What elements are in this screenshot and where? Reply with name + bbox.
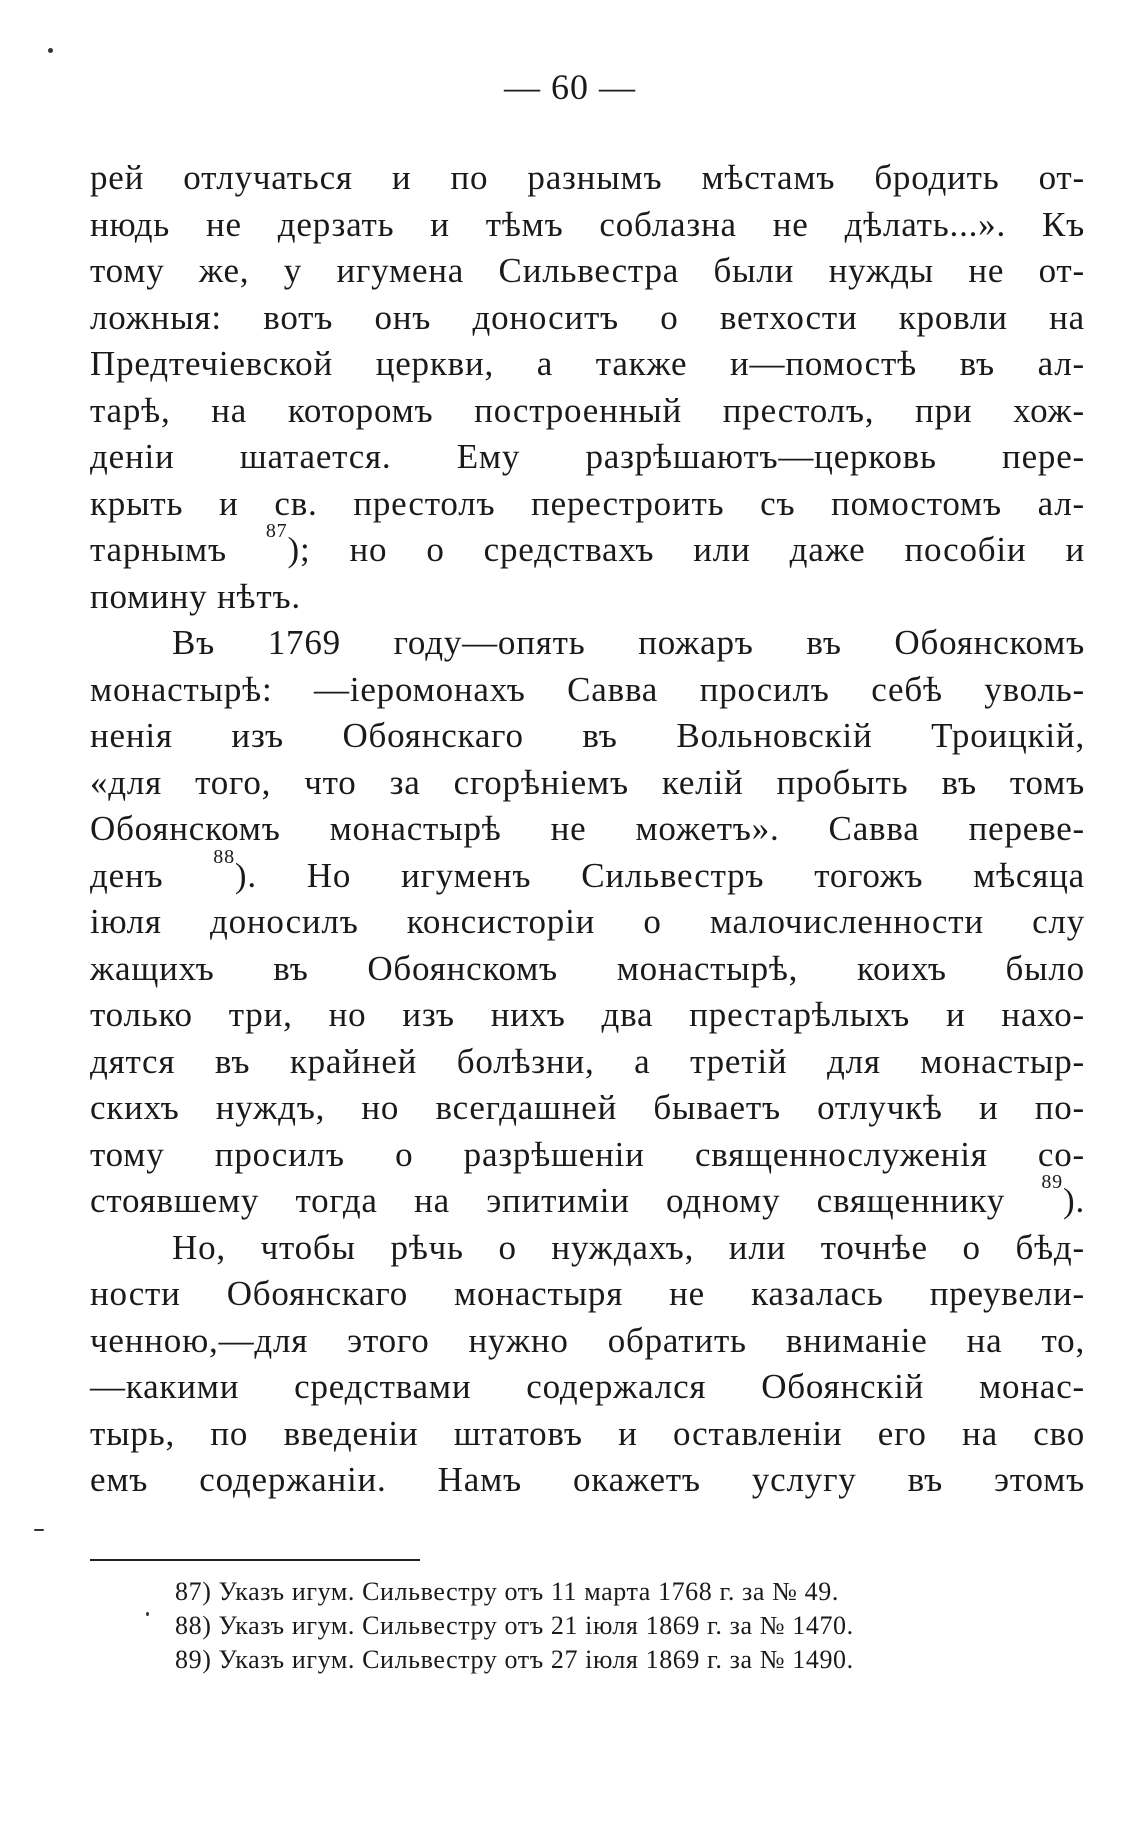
text-line: ности Обоянскаго монастыря не казалась преувели- (90, 1274, 1085, 1313)
footnotes (175, 1575, 1035, 1677)
text-line (90, 1171, 1085, 1225)
page-number: — 60 — (504, 67, 636, 107)
text-line: Въ 1769 году—опять пожаръ въ Обоянскомъ (172, 623, 1085, 662)
text-line: только три, но изъ нихъ два престарѣлыхъ и нахо- (90, 995, 1085, 1034)
text-segment: ). (1062, 1181, 1085, 1220)
text-line: дятся въ крайней болѣзни, а третій для монастыр- (90, 1041, 1085, 1081)
text-line: скихъ нуждъ, но всегдашней бываетъ отлучкѣ и по- (90, 1088, 1085, 1127)
scan-speck (34, 1529, 44, 1531)
footnote-ref-89[interactable]: 89 (1041, 1171, 1063, 1193)
body-text (90, 155, 1085, 1504)
footnote-ref-87[interactable]: 87 (265, 520, 288, 542)
text-line: деніи шатается. Ему разрѣшаютъ—церковь пере- (90, 437, 1085, 476)
text-line: тому просилъ о разрѣшеніи священнослуженія со- (90, 1134, 1085, 1174)
text-line: жащихъ въ Обоянскомъ монастырѣ, коихъ было (90, 948, 1085, 988)
footnote-ref-88[interactable]: 88 (213, 845, 235, 868)
text-line: Но, чтобы рѣчь о нуждахъ, или точнѣе о бѣд- (172, 1227, 1085, 1267)
text-line: крыть и св. престолъ перестроить съ помостомъ ал- (90, 483, 1085, 523)
text-line: тому же, у игумена Сильвестра были нужды не от- (90, 251, 1085, 290)
text-line: іюля доносилъ консисторіи о малочисленности слу (90, 902, 1085, 941)
text-line: ложныя: вотъ онъ доноситъ о ветхости кровли на (90, 297, 1085, 337)
text-line: емъ содержаніи. Намъ окажетъ услугу въ этомъ (90, 1460, 1085, 1499)
text-line: монастырѣ: —іеромонахъ Савва просилъ себѣ уволь- (90, 669, 1085, 709)
text-line: Предтечіевской церкви, а также и—помостѣ въ ал- (90, 344, 1085, 383)
footnote-89: 89) Указъ игум. Сильвестру отъ 27 іюля 1869 г. за № 1490. (175, 1645, 854, 1674)
text-line: помину нѣтъ. (90, 576, 301, 616)
text-line: ненія изъ Обоянскаго въ Вольновскій Троицкій, (90, 716, 1085, 755)
text-line: тырь, по введеніи штатовъ и оставленіи его на сво (90, 1413, 1085, 1453)
text-line: рей отлучаться и по разнымъ мѣстамъ бродить от- (90, 158, 1085, 197)
paragraph-2 (90, 620, 1085, 1225)
text-line: —какими средствами содержался Обоянскій монас- (90, 1367, 1085, 1406)
text-segment: ). Но игуменъ Сильвестръ тогожъ мѣсяца (234, 855, 1086, 895)
text-segment: денъ (90, 855, 214, 895)
text-line: тарѣ, на которомъ построенный престолъ, при хож- (90, 390, 1085, 430)
text-line (90, 845, 1086, 900)
text-line (90, 520, 1085, 574)
text-segment: ); но о средствахъ или даже пособіи и (287, 530, 1085, 569)
text-line: «для того, что за сгорѣніемъ келій пробыть въ томъ (90, 762, 1085, 802)
footnote-88: 88) Указъ игум. Сильвестру отъ 21 іюля 1869 г. за № 1470. (175, 1611, 854, 1640)
text-line: ченною,—для этого нужно обратить вниманіе на то, (90, 1320, 1085, 1360)
paragraph-3 (90, 1225, 1085, 1504)
footnote-87: 87) Указъ игум. Сильвестру отъ 11 марта 1768 г. за № 49. (175, 1577, 839, 1606)
footnote-divider (90, 1559, 420, 1561)
text-segment: стоявшему тогда на эпитиміи одному священнику (90, 1181, 1042, 1220)
scan-speck (48, 48, 53, 53)
paragraph-1 (90, 155, 1085, 620)
text-line: нюдь не дерзать и тѣмъ соблазна не дѣлать...». Къ (90, 204, 1085, 244)
scan-speck (146, 1612, 149, 1616)
text-line: Обоянскомъ монастырѣ не можетъ». Савва переве- (90, 809, 1085, 848)
text-segment: тарнымъ (90, 530, 266, 569)
